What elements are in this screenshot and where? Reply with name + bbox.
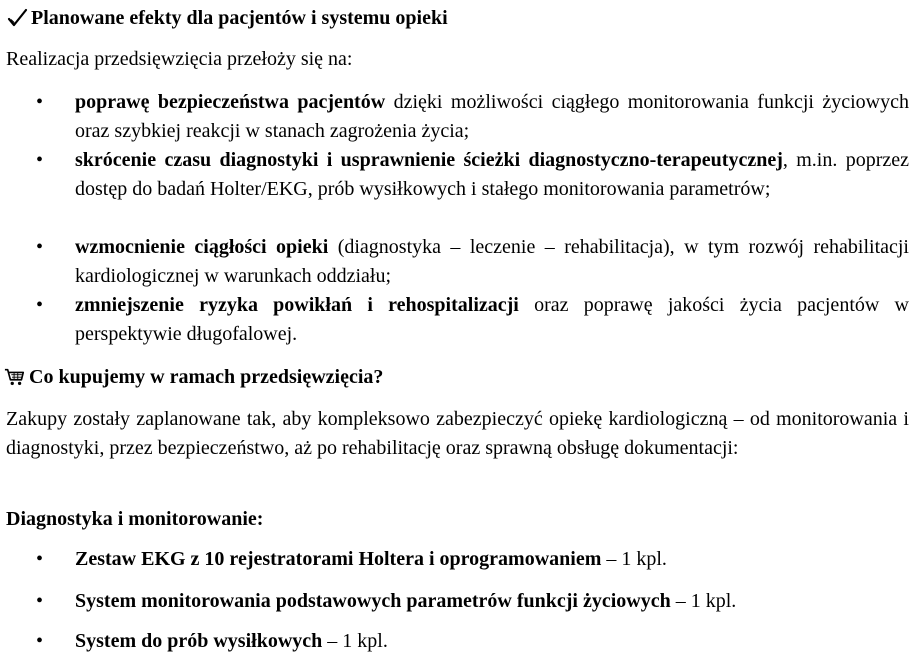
section-heading-purchases-text: Co kupujemy w ramach przedsięwzięcia? <box>29 366 384 388</box>
section-heading-effects <box>6 6 448 30</box>
list-item-text <box>75 627 909 656</box>
bullet: • <box>36 236 44 258</box>
bullet: • <box>36 149 44 171</box>
bullet: • <box>36 294 44 316</box>
list-item-rest: (diagnostyka – leczenie – rehabilitacja), w tym rozwój rehabilitacji kardiologicznej w warunkach oddziału; <box>75 236 909 287</box>
list-item-rest: – 1 kpl. <box>670 590 737 612</box>
check-mark-icon <box>6 7 28 29</box>
list-item-bold: System monitorowania podstawowych parametrów funkcji życiowych <box>75 590 671 612</box>
list-item-rest: , m.in. poprzez dostęp do badań Holter/EKG, prób wysiłkowych i stałego monitorowania parametrów; <box>75 149 910 200</box>
list-item-rest: – 1 kpl. <box>601 548 667 570</box>
list-item-bold: zmniejszenie ryzyka powikłań i rehospitalizacji <box>75 294 519 316</box>
bullet: • <box>36 630 44 652</box>
list-item-text <box>75 545 909 574</box>
bullet: • <box>36 590 44 612</box>
list-item-text <box>75 88 909 146</box>
list-item-text <box>75 233 909 291</box>
list-item-rest: oraz poprawę jakości życia pacjentów w perspektywie długofalowej. <box>75 294 909 345</box>
section-heading-effects-text: Planowane efekty dla pacjentów i systemu opieki <box>31 7 448 29</box>
list-item-rest: – 1 kpl. <box>322 630 388 652</box>
list-item-bold: skrócenie czasu diagnostyki i usprawnienie ścieżki diagnostyczno-terapeutycznej <box>75 149 783 171</box>
effects-intro: Realizacja przedsięwzięcia przełoży się na: <box>6 48 353 70</box>
list-item-rest: dzięki możliwości ciągłego monitorowania funkcji życiowych oraz szybkiej reakcji w stanach zagrożenia życia; <box>75 91 910 142</box>
list-item-text <box>75 291 909 349</box>
section-heading-purchases <box>4 365 383 389</box>
subheading-diagnostics-text: Diagnostyka i monitorowanie: <box>6 508 264 530</box>
list-item-text <box>75 587 909 616</box>
bullet: • <box>36 548 44 570</box>
subheading-diagnostics <box>6 507 263 531</box>
list-item-text <box>75 146 909 204</box>
shopping-cart-icon <box>4 366 26 388</box>
list-item-bold: System do prób wysiłkowych <box>75 630 323 652</box>
purchases-intro: Zakupy zostały zaplanowane tak, aby kompleksowo zabezpieczyć opiekę kardiologiczną – od monitorowania i diagnostyki, przez bezpieczeństwo, aż po rehabilitację oraz sprawną obsługę dokumentacji: <box>6 408 909 459</box>
list-item-bold: Zestaw EKG z 10 rejestratorami Holtera i oprogramowaniem <box>75 548 602 570</box>
list-item-bold: wzmocnienie ciągłości opieki <box>75 236 329 258</box>
bullet: • <box>36 91 44 113</box>
list-item-bold: poprawę bezpieczeństwa pacjentów <box>75 91 386 113</box>
